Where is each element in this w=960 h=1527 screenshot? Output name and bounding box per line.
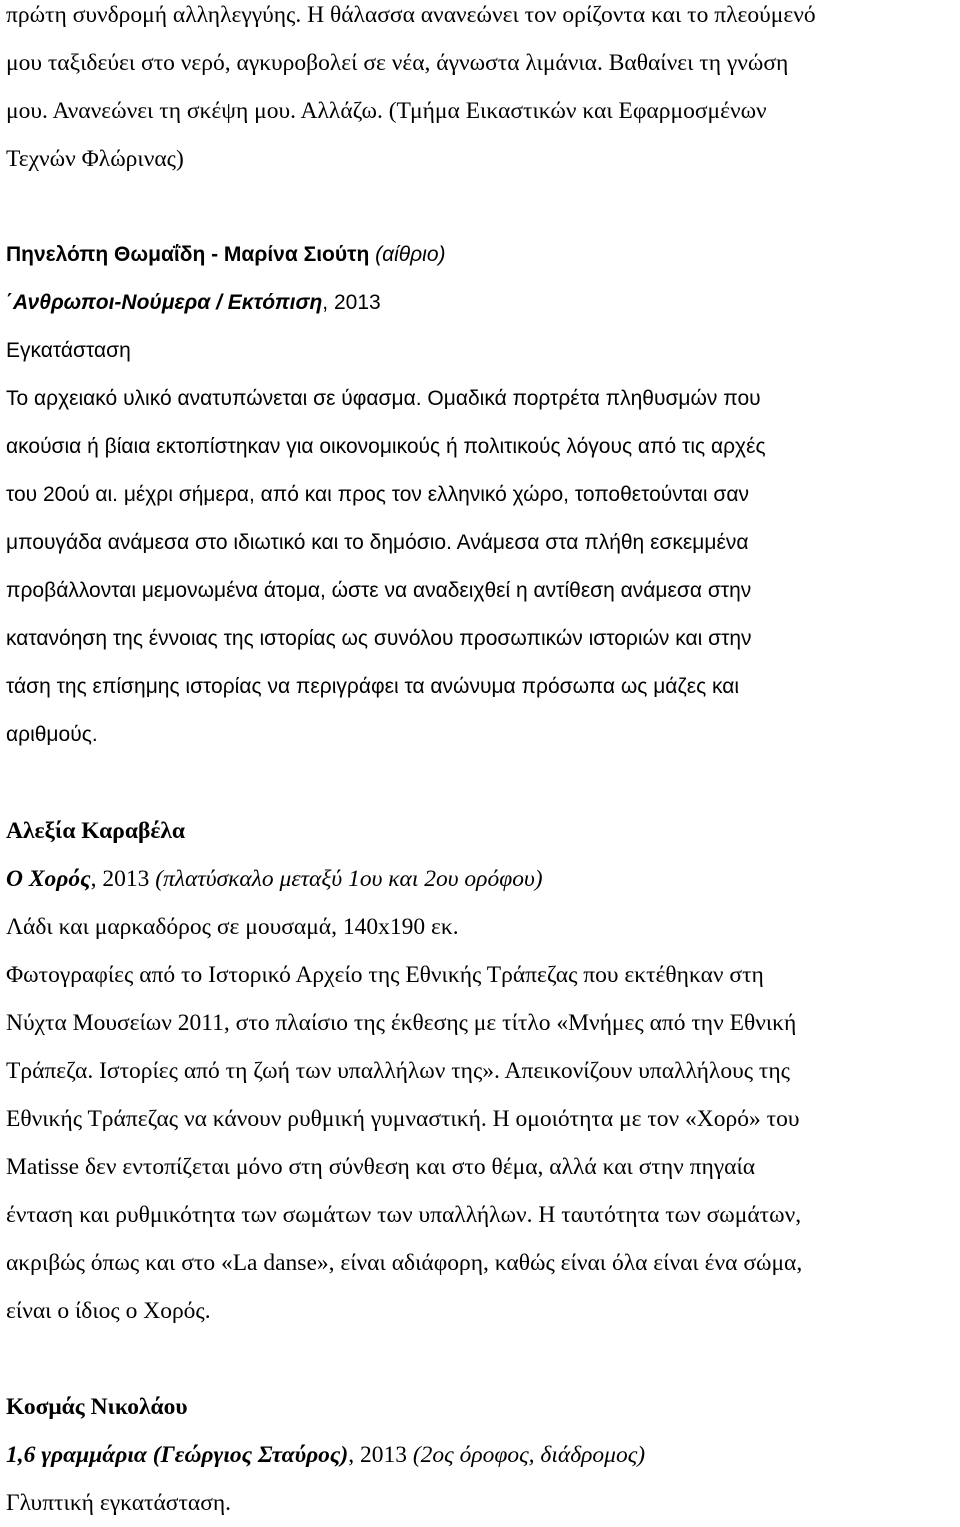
intro-line: πρώτη συνδρομή αλληλεγγύης. Η θάλασσα ανανεώνει τον ορίζοντα και το πλεούμενό bbox=[6, 2, 816, 28]
artwork-location: (πλατύσκαλο μεταξύ 1ου και 2ου ορόφου) bbox=[155, 866, 543, 892]
spacer bbox=[6, 759, 956, 807]
artwork-medium: Γλυπτική εγκατάσταση. bbox=[6, 1490, 232, 1516]
spacer bbox=[6, 1335, 956, 1383]
description-line: είναι ο ίδιος ο Χορός. bbox=[6, 1298, 211, 1324]
spacer bbox=[6, 183, 956, 231]
entry-thomaidi-siouti bbox=[6, 231, 956, 759]
description-line: Τράπεζα. Ιστορίες από τη ζωή των υπαλλήλων της». Απεικονίζουν υπαλλήλους της bbox=[6, 1058, 790, 1084]
artwork-medium: Λάδι και μαρκαδόρος σε μουσαμά, 140x190 εκ. bbox=[6, 914, 459, 940]
description-line: μπουγάδα ανάμεσα στο ιδιωτικό και το δημόσιο. Ανάμεσα στα πλήθη εσκεμμένα bbox=[6, 531, 749, 554]
description-line: αριθμούς. bbox=[6, 723, 98, 746]
description-line: ένταση και ρυθμικότητα των σωμάτων των υπαλλήλων. Η ταυτότητα των σωμάτων, bbox=[6, 1202, 802, 1228]
artwork-year: , 2013 bbox=[90, 866, 156, 892]
entry-karavela bbox=[6, 807, 956, 1335]
artwork-title: ΄Ανθρωποι-Νούμερα / Εκτόπιση bbox=[6, 291, 323, 314]
artwork-title: Ο Χορός bbox=[6, 866, 91, 892]
description-line: ακριβώς όπως και στο «La danse», είναι αδιάφορη, καθώς είναι όλα είναι ένα σώμα, bbox=[6, 1250, 803, 1276]
artist-name: Αλεξία Καραβέλα bbox=[6, 818, 186, 844]
artwork-location: (2ος όροφος, διάδρομος) bbox=[412, 1442, 646, 1468]
entry-heading bbox=[6, 231, 956, 279]
description-line: κατανόηση της έννοιας της ιστορίας ως συνόλου προσωπικών ιστοριών και στην bbox=[6, 627, 752, 650]
description-line: Το αρχειακό υλικό ανατυπώνεται σε ύφασμα. Ομαδικά πορτρέτα πληθυσμών που bbox=[6, 387, 761, 410]
document-page bbox=[6, 0, 956, 1527]
intro-paragraph bbox=[6, 0, 956, 183]
artwork-title-line bbox=[6, 279, 956, 327]
intro-line: μου. Ανανεώνει τη σκέψη μου. Αλλάζω. (Τμήμα Εικαστικών και Εφαρμοσμένων bbox=[6, 98, 767, 124]
artwork-title-line bbox=[6, 1431, 956, 1479]
entry-nikolaou bbox=[6, 1383, 956, 1527]
artwork-location: (αίθριο) bbox=[375, 243, 446, 266]
description-line: τάση της επίσημης ιστορίας να περιγράφει τα ανώνυμα πρόσωπα ως μάζες και bbox=[6, 675, 740, 698]
artwork-medium: Εγκατάσταση bbox=[6, 339, 131, 362]
artist-names: Πηνελόπη Θωμαΐδη - Μαρίνα Σιούτη bbox=[6, 243, 370, 266]
description-line: Matisse δεν εντοπίζεται μόνο στη σύνθεση και στο θέμα, αλλά και στην πηγαία bbox=[6, 1154, 756, 1180]
artist-name: Κοσμάς Νικολάου bbox=[6, 1394, 188, 1420]
artwork-title-line bbox=[6, 855, 956, 903]
intro-line: Τεχνών Φλώρινας) bbox=[6, 146, 184, 172]
description-line: Φωτογραφίες από το Ιστορικό Αρχείο της Εθνικής Τράπεζας που εκτέθηκαν στη bbox=[6, 962, 764, 988]
description-line: Εθνικής Τράπεζας να κάνουν ρυθμική γυμναστική. Η ομοιότητα με τον «Χορό» του bbox=[6, 1106, 800, 1132]
description-line: Νύχτα Μουσείων 2011, στο πλαίσιο της έκθεσης με τίτλο «Μνήμες από την Εθνική bbox=[6, 1010, 797, 1036]
artwork-title: 1,6 γραμμάρια (Γεώργιος Σταύρος) bbox=[6, 1442, 349, 1468]
intro-line: μου ταξιδεύει στο νερό, αγκυροβολεί σε νέα, άγνωστα λιμάνια. Βαθαίνει τη γνώση bbox=[6, 50, 789, 76]
description-line: ακούσια ή βίαια εκτοπίστηκαν για οικονομικούς ή πολιτικούς λόγους από τις αρχές bbox=[6, 435, 766, 458]
artwork-year: , 2013 bbox=[348, 1442, 413, 1468]
description-line: του 20ού αι. μέχρι σήμερα, από και προς τον ελληνικό χώρο, τοποθετούνται σαν bbox=[6, 483, 750, 506]
description-line: προβάλλονται μεμονωμένα άτομα, ώστε να αναδειχθεί η αντίθεση ανάμεσα στην bbox=[6, 579, 752, 602]
artwork-year: , 2013 bbox=[322, 291, 381, 314]
